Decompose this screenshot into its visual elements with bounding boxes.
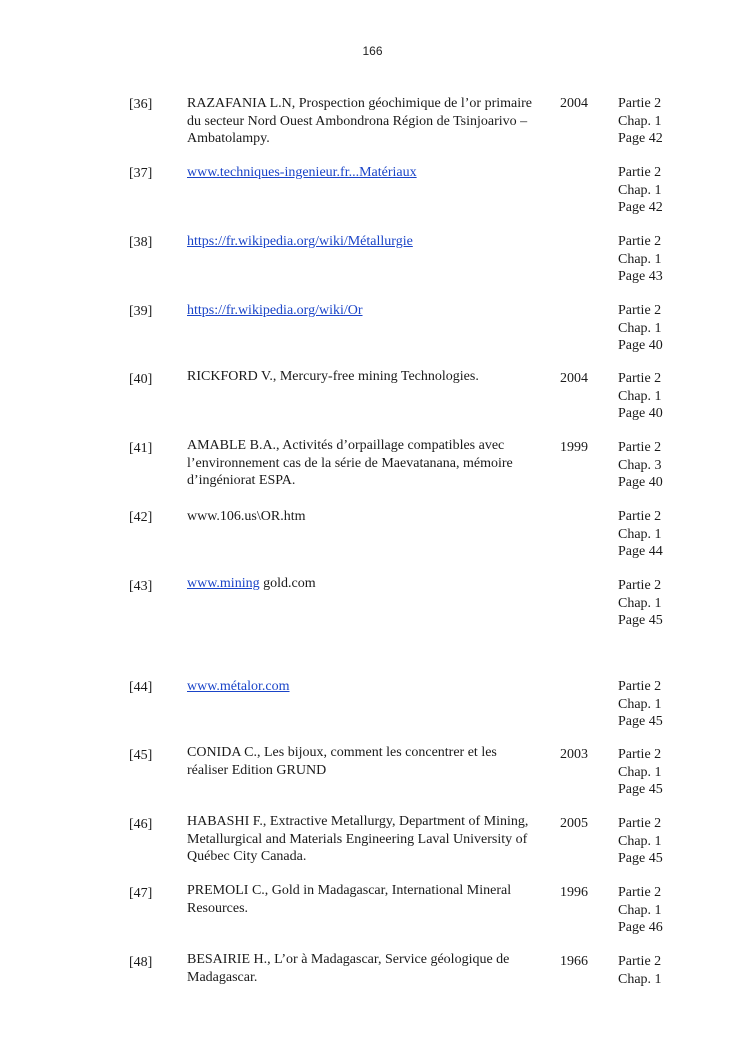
reference-text bbox=[187, 575, 537, 593]
reference-location-line: Page 45 bbox=[618, 782, 663, 797]
reference-location-line: Partie 2 bbox=[618, 578, 662, 593]
reference-text bbox=[187, 813, 537, 866]
reference-location-line: Partie 2 bbox=[618, 747, 662, 762]
reference-location-line: Page 45 bbox=[618, 714, 663, 729]
reference-location bbox=[618, 577, 728, 630]
reference-number: [47] bbox=[129, 886, 153, 901]
reference-location-line: Partie 2 bbox=[618, 234, 662, 249]
reference-location bbox=[618, 302, 728, 355]
reference-location-line: Partie 2 bbox=[618, 440, 662, 455]
reference-text bbox=[187, 744, 537, 779]
reference-location-line: Partie 2 bbox=[618, 679, 662, 694]
reference-location-line: Chap. 1 bbox=[618, 388, 662, 404]
reference-text bbox=[187, 95, 537, 148]
reference-location-line: Page 40 bbox=[618, 338, 663, 353]
reference-number: [37] bbox=[129, 166, 153, 181]
reference-text-part: gold.com bbox=[259, 576, 316, 591]
reference-text-part: PREMOLI C., Gold in Madagascar, International Mineral Resources. bbox=[187, 883, 512, 916]
reference-location-line: Partie 2 bbox=[618, 816, 662, 831]
reference-location-line: Page 45 bbox=[618, 613, 663, 628]
reference-year: 2004 bbox=[560, 371, 588, 386]
reference-location bbox=[618, 508, 728, 561]
reference-text bbox=[187, 233, 537, 251]
reference-location-line: Chap. 1 bbox=[618, 526, 662, 542]
reference-number: [48] bbox=[129, 955, 153, 970]
reference-location-line: Chap. 1 bbox=[618, 902, 662, 918]
reference-number: [45] bbox=[129, 748, 153, 763]
reference-text bbox=[187, 437, 537, 490]
reference-location bbox=[618, 233, 728, 286]
reference-text bbox=[187, 882, 537, 917]
reference-text bbox=[187, 164, 537, 182]
reference-location-line: Chap. 1 bbox=[618, 696, 662, 712]
reference-text bbox=[187, 368, 537, 386]
reference-year: 2005 bbox=[560, 816, 588, 831]
reference-text-part: AMABLE B.A., Activités d’orpaillage compatibles avec l’environnement cas de la série de Maevatanana, mémoire d’ingéniorat ESPA. bbox=[187, 438, 513, 488]
reference-text-part: HABASHI F., Extractive Metallurgy, Department of Mining, Metallurgical and Materials Engineering Laval University of Québec City Canada. bbox=[187, 814, 529, 864]
reference-location bbox=[618, 164, 728, 217]
reference-location-line: Chap. 1 bbox=[618, 833, 662, 849]
reference-location-line: Partie 2 bbox=[618, 371, 662, 386]
reference-location-line: Chap. 3 bbox=[618, 457, 662, 473]
reference-location-line: Page 44 bbox=[618, 544, 663, 559]
reference-location-line: Chap. 1 bbox=[618, 764, 662, 780]
reference-location-line: Chap. 1 bbox=[618, 595, 662, 611]
reference-link[interactable]: https://fr.wikipedia.org/wiki/Or bbox=[187, 303, 363, 318]
reference-location bbox=[618, 884, 728, 937]
reference-year: 1999 bbox=[560, 440, 588, 455]
reference-number: [43] bbox=[129, 579, 153, 594]
reference-location bbox=[618, 678, 728, 731]
reference-location bbox=[618, 815, 728, 868]
reference-text bbox=[187, 951, 537, 986]
reference-location-line: Partie 2 bbox=[618, 303, 662, 318]
reference-location-line: Chap. 1 bbox=[618, 971, 662, 987]
reference-number: [41] bbox=[129, 441, 153, 456]
reference-text-part: www.106.us\OR.htm bbox=[187, 509, 306, 524]
reference-number: [38] bbox=[129, 235, 153, 250]
reference-text-part: CONIDA C., Les bijoux, comment les concentrer et les réaliser Edition GRUND bbox=[187, 745, 497, 778]
reference-location-line: Chap. 1 bbox=[618, 113, 662, 129]
reference-location-line: Page 43 bbox=[618, 269, 663, 284]
reference-location-line: Partie 2 bbox=[618, 165, 662, 180]
reference-location-line: Page 45 bbox=[618, 851, 663, 866]
reference-year: 2003 bbox=[560, 747, 588, 762]
reference-location bbox=[618, 953, 728, 988]
reference-location bbox=[618, 95, 728, 148]
reference-link[interactable]: https://fr.wikipedia.org/wiki/Métallurgie bbox=[187, 234, 413, 249]
reference-number: [42] bbox=[129, 510, 153, 525]
reference-link[interactable]: www.techniques-ingenieur.fr...Matériaux bbox=[187, 165, 417, 180]
page-number: 166 bbox=[362, 44, 383, 58]
reference-text bbox=[187, 302, 537, 320]
reference-number: [40] bbox=[129, 372, 153, 387]
reference-text-part: RAZAFANIA L.N, Prospection géochimique de l’or primaire du secteur Nord Ouest Ambondrona Région de Tsinjoarivo – Ambatolampy. bbox=[187, 96, 533, 146]
reference-year: 1966 bbox=[560, 954, 588, 969]
reference-link[interactable]: www.métalor.com bbox=[187, 679, 290, 694]
reference-location bbox=[618, 439, 728, 492]
reference-number: [39] bbox=[129, 304, 153, 319]
reference-number: [36] bbox=[129, 97, 153, 112]
reference-location-line: Page 40 bbox=[618, 475, 663, 490]
reference-location-line: Partie 2 bbox=[618, 96, 662, 111]
reference-location-line: Chap. 1 bbox=[618, 182, 662, 198]
reference-location-line: Partie 2 bbox=[618, 885, 662, 900]
reference-text bbox=[187, 508, 537, 526]
reference-number: [46] bbox=[129, 817, 153, 832]
reference-location-line: Page 46 bbox=[618, 920, 663, 935]
reference-location-line: Chap. 1 bbox=[618, 320, 662, 336]
reference-location bbox=[618, 370, 728, 423]
reference-location bbox=[618, 746, 728, 799]
reference-link[interactable]: www.mining bbox=[187, 576, 260, 591]
reference-number: [44] bbox=[129, 680, 153, 695]
reference-text-part: RICKFORD V., Mercury-free mining Technologies. bbox=[187, 369, 479, 384]
reference-text-part: BESAIRIE H., L’or à Madagascar, Service géologique de Madagascar. bbox=[187, 952, 510, 985]
reference-text bbox=[187, 678, 537, 696]
reference-location-line: Page 42 bbox=[618, 200, 663, 215]
reference-location-line: Page 42 bbox=[618, 131, 663, 146]
reference-year: 1996 bbox=[560, 885, 588, 900]
reference-location-line: Partie 2 bbox=[618, 954, 662, 969]
reference-year: 2004 bbox=[560, 96, 588, 111]
reference-location-line: Partie 2 bbox=[618, 509, 662, 524]
reference-location-line: Chap. 1 bbox=[618, 251, 662, 267]
reference-location-line: Page 40 bbox=[618, 406, 663, 421]
